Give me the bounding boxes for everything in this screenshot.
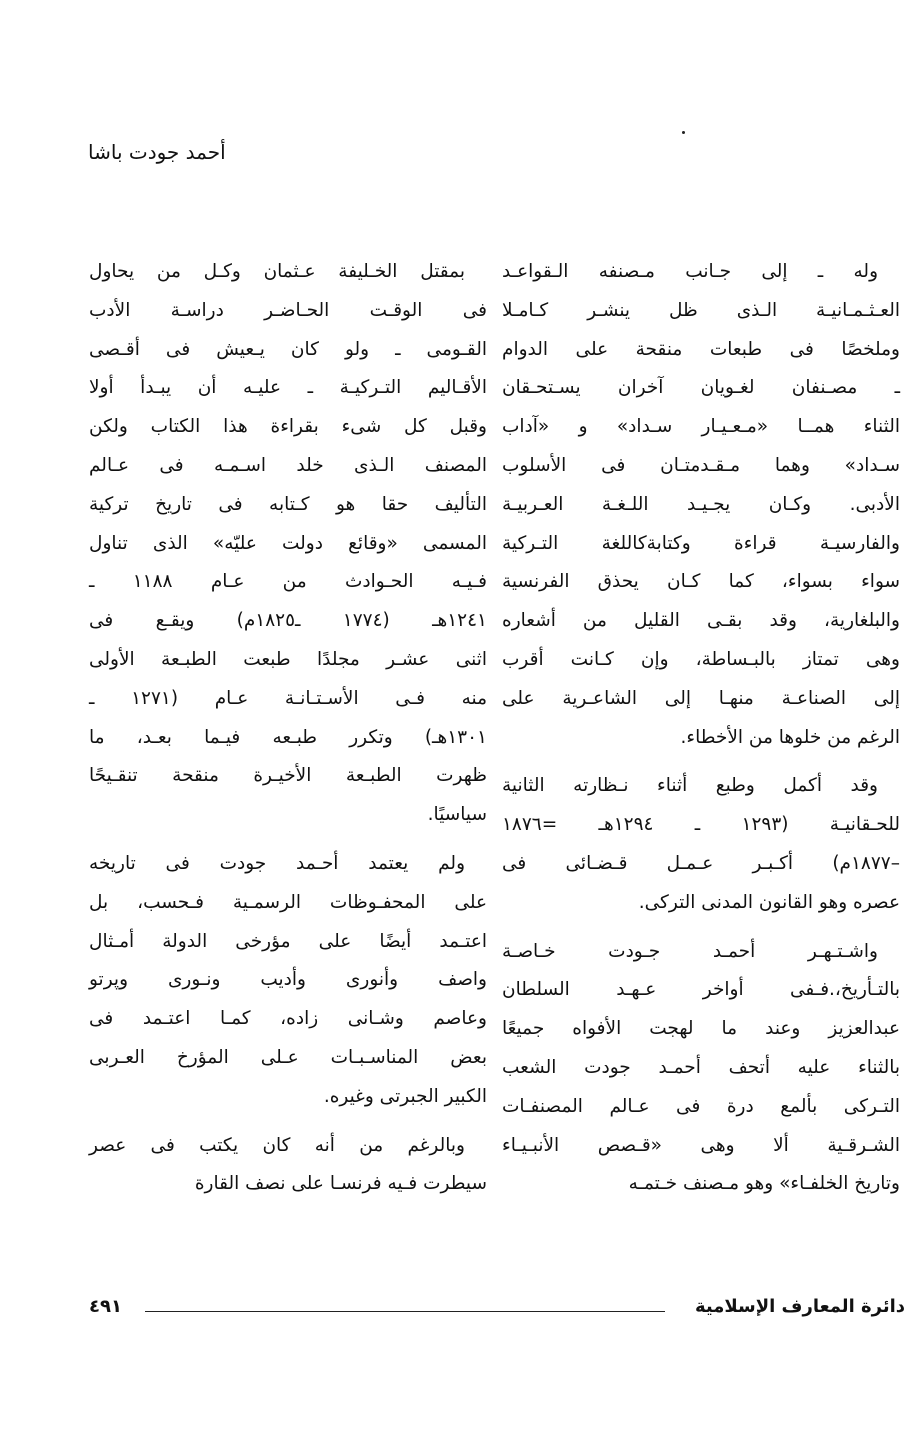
- running-header-title: أحمد جودت باشا: [88, 140, 226, 164]
- paragraph: [502, 253, 900, 757]
- page-number: ٤٩١: [89, 1296, 122, 1317]
- text-line: منه فـى الأسـتـانـة عـام (١٢٧١ ـ: [89, 687, 487, 709]
- text-line: بالثناء عليه أتحف أحمـد جودت الشعب: [502, 1056, 900, 1078]
- footer-publication-title: دائرة المعارف الإسلامية: [694, 1296, 905, 1317]
- text-line: ١٢٤١هـ (١٧٧٤ ـ١٨٢٥م) ويقـع فى: [89, 610, 487, 632]
- text-line: وله ـ إلى جـانب مـصنفه الـقواعـد: [502, 261, 878, 282]
- text-line: ولم يعتمد أحـمد جودت فى تاريخه: [89, 852, 465, 874]
- text-line: إلى الصناعـة منهـا إلى الشاعـرية على: [502, 687, 900, 709]
- text-line: سواء بسواء، كما كـان يحذق الفرنسية: [502, 571, 900, 593]
- text-line: التـركى بألمع درة فى عـالم المصنفـات: [502, 1095, 900, 1117]
- text-line: وبالرغم من أنه كان يكتب فى عصر: [89, 1134, 465, 1156]
- paragraph: [502, 933, 900, 1205]
- page-footer: [89, 1296, 905, 1324]
- text-line: –١٨٧٧م) أكـبـر عـمـل قـضـائى فى: [502, 852, 900, 874]
- text-line: سياسيًا.: [427, 804, 487, 826]
- text-line: فى الوقـت الحـاضـر دراسـة الأدب: [89, 299, 487, 321]
- footer-rule: [145, 1311, 665, 1312]
- paragraph: [89, 1127, 487, 1205]
- text-column-left: [89, 253, 487, 1214]
- text-line: المصنف الـذى خلد اسـمـه فى عـالم: [89, 454, 487, 476]
- paragraph: [89, 845, 487, 1117]
- text-line: للحـقانيـة (١٢٩٣ ـ ١٢٩٤هـ =١٨٧٦: [502, 814, 900, 836]
- text-line: سيطرت فـيه فرنسـا على نصف القارة: [194, 1173, 487, 1195]
- paragraph: [502, 767, 900, 922]
- text-line: وهى تمتاز بالبـساطة، وإن كـانت أقرب: [502, 648, 900, 670]
- text-line: اثنى عشـر مجلدًا طبعت الطبـعة الأولى: [89, 648, 487, 670]
- text-line: والبلغارية، وقد بقـى القليل من أشعاره: [502, 610, 900, 632]
- text-line: على المحفـوظات الرسمـية فـحسب، بل: [89, 891, 487, 913]
- text-line: سـداد» وهما مـقـدمتـان فى الأسلوب: [502, 454, 900, 476]
- text-line: وقد أكمل وطبع أثناء نـظارته الثانية: [502, 775, 878, 797]
- text-line: وملخصًا فى طبعات منقحة على الدوام: [502, 338, 900, 360]
- text-line: الأقـاليم التـركيـة ـ عليـه أن يبـدأ أولا: [89, 377, 487, 399]
- text-line: الرغم من خلوها من الأخطاء.: [680, 726, 900, 748]
- text-column-right: [502, 253, 900, 1214]
- text-line: الكبير الجبرتى وغيره.: [323, 1085, 487, 1107]
- text-line: المسمى «وقائع دولت عليّه» الذى تناول: [89, 532, 487, 554]
- text-line: الشـرقـية ألا وهى «قـصص الأنبـيـاء: [502, 1134, 900, 1156]
- text-line: التأليف حقا هو كـتابه فى تاريخ تركية: [89, 493, 487, 515]
- text-line: ظهرت الطبـعة الأخيـرة منقحة تنقـيحًا: [89, 765, 487, 787]
- text-line: ـ مصـنفان لغـويان آخران يسـتحـقان: [502, 377, 900, 399]
- text-line: اعتـمد أيضًا على مؤرخى الدولة أمـثال: [89, 930, 487, 952]
- text-line: وتاريخ الخلفـاء» وهو مـصنف خـتمـه: [628, 1173, 900, 1195]
- text-line: العـثـمـانيـة الـذى ظل ينشـر كـامـلا: [502, 299, 900, 321]
- text-line: وقبل كل شىء بقراءة هذا الكتاب ولكن: [89, 416, 487, 438]
- text-line: الأدبى. وكـان يجـيـد اللـغـة العـربيـة: [502, 493, 900, 515]
- text-line: بمقتل الخـليفة عـثمان وكـل من يحاول: [89, 261, 465, 282]
- text-line: والفارسيـة قراءة وكتابةكاللغة التـركية: [502, 532, 900, 554]
- text-line: بالتـأريخ،.فـفى أواخر عـهـد السلطان: [502, 979, 900, 1001]
- text-line: القـومى ـ ولو كان يـعيش فى أقـصى: [89, 338, 487, 360]
- text-line: ١٣٠١هـ) وتكرر طبـعه فيـما بعـد، ما: [89, 726, 487, 748]
- text-line: بعض المناسـبـات عـلى المؤرخ العـربى: [89, 1046, 487, 1068]
- text-line: وعاصم وشـانى زاده، كمـا اعتـمد فى: [89, 1008, 487, 1030]
- paragraph: [89, 253, 487, 835]
- text-line: الثناء همــا «مـعـيـار سـداد» و «آداب: [502, 416, 900, 438]
- scan-speck: [682, 131, 685, 134]
- text-line: واصف وأنورى وأديب ونـورى وپرتو: [89, 969, 487, 991]
- text-line: واشـتـهـر أحمـد جـودت خـاصـة: [502, 940, 878, 962]
- text-line: عبدالعزيز وعند ما لهجت الأفواه جميعًا: [502, 1018, 900, 1040]
- text-line: فـيـه الحـوادث من عـام ١١٨٨ ـ: [89, 571, 487, 593]
- text-line: عصره وهو القانون المدنى التركى.: [638, 891, 900, 913]
